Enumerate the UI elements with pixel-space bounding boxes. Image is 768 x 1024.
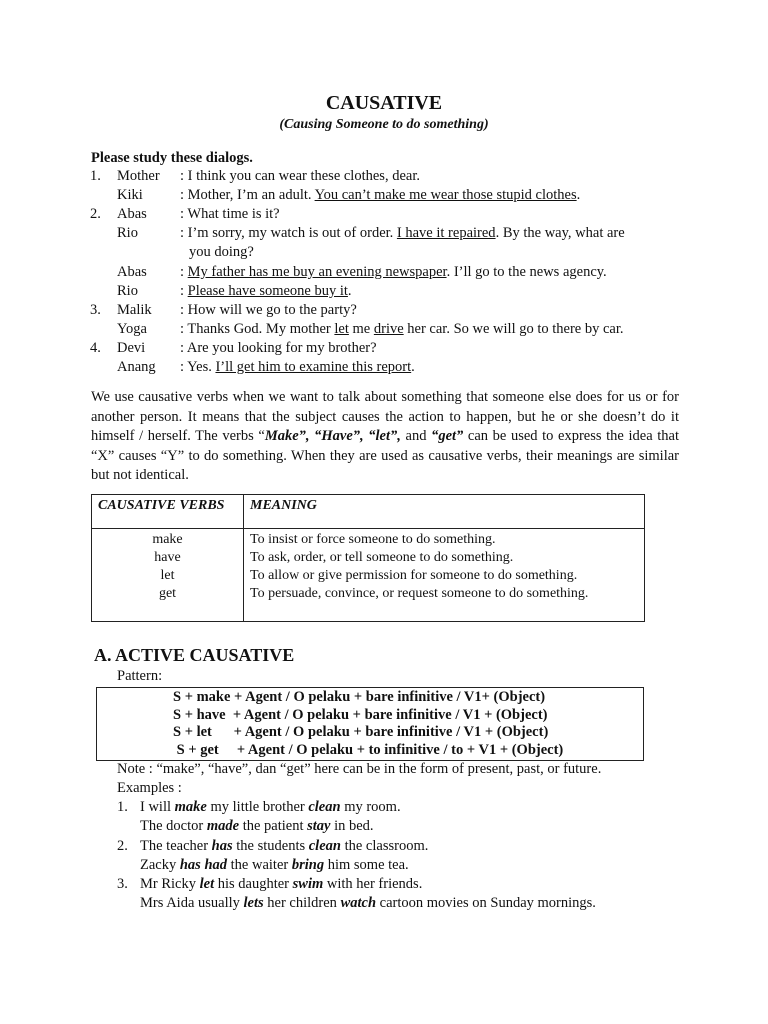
dialog-heading: Please study these dialogs.	[91, 150, 253, 166]
meaning: To persuade, convince, or request someone to do something.	[250, 586, 589, 601]
dialog-text: : Please have someone buy it.	[180, 283, 352, 299]
dialog-speaker: Anang	[117, 359, 156, 375]
dialog-speaker: Kiki	[117, 187, 143, 203]
meaning: To allow or give permission for someone to do something.	[250, 568, 578, 583]
note-text: Note : “make”, “have”, dan “get” here can be in the form of present, past, or future.	[117, 761, 602, 777]
dialog-speaker: Devi	[117, 340, 146, 356]
example-number: 2.	[117, 838, 128, 854]
causative-phrase: You can’t make me wear those stupid clothes	[314, 187, 577, 203]
table-header-row	[92, 495, 645, 529]
verb-highlight: “get”	[431, 428, 464, 445]
dialog-text: : Mother, I’m an adult. You can’t make me wear those stupid clothes.	[180, 187, 581, 203]
dialog-speaker: Abas	[117, 206, 147, 222]
dialog-speaker: Abas	[117, 264, 147, 280]
dialog-text: you doing?	[189, 244, 254, 260]
causative-phrase: Please have someone buy it	[187, 283, 348, 299]
causative-word: let	[334, 321, 349, 337]
causative-phrase: I’ll get him to examine this report	[215, 359, 412, 375]
meaning: To ask, order, or tell someone to do something.	[250, 550, 514, 565]
causative-phrase: I have it repaired	[396, 225, 496, 241]
causative-word: drive	[373, 321, 404, 337]
dialog-speaker: Malik	[117, 302, 152, 318]
example-sentence: The teacher has the students clean the classroom.	[140, 838, 429, 854]
example-number: 3.	[117, 876, 128, 892]
dialog-speaker: Rio	[117, 225, 138, 241]
verbs-cell	[92, 529, 244, 622]
dialog-number: 2.	[90, 206, 101, 222]
example-sentence: Mr Ricky let his daughter swim with her friends.	[140, 876, 423, 892]
dialog-text: : I think you can wear these clothes, dear.	[180, 168, 420, 184]
verb: have	[154, 550, 181, 565]
explanation-paragraph: We use causative verbs when we want to talk about something that someone else does for us or for another person. It means that the subject causes the action to happen, but he or she doesn’t do it himself / herself. The verbs “Make”, “Have”, “let”, and “get” can be used to express the idea that “X” causes “Y” to do something. When they are used as causative verbs, their meanings are similar but not identical.	[91, 389, 679, 484]
dialog-text: : I’m sorry, my watch is out of order. I have it repaired. By the way, what are	[180, 225, 625, 241]
example-number: 1.	[117, 799, 128, 815]
dialog-speaker: Rio	[117, 283, 138, 299]
pattern-line: S + let + Agent / O pelaku + bare infinitive / V1 + (Object)	[173, 724, 549, 740]
pattern-line: S + have + Agent / O pelaku + bare infinitive / V1 + (Object)	[173, 707, 548, 723]
causative-phrase: My father has me buy an evening newspaper	[187, 264, 447, 280]
dialog-speaker: Yoga	[117, 321, 147, 337]
dialog-number: 4.	[90, 340, 101, 356]
dialog-speaker: Mother	[117, 168, 160, 184]
page-subtitle: (Causing Someone to do something)	[279, 117, 489, 132]
dialog-number: 3.	[90, 302, 101, 318]
table-row	[92, 529, 645, 622]
table-header: MEANING	[244, 495, 645, 529]
causative-verbs-table	[91, 494, 645, 622]
dialog-text: : How will we go to the party?	[180, 302, 357, 318]
verb: let	[160, 568, 175, 583]
verb: get	[158, 586, 177, 601]
pattern-line: S + make + Agent / O pelaku + bare infinitive / V1+ (Object)	[173, 689, 546, 705]
dialog-text: : My father has me buy an evening newspaper. I’ll go to the news agency.	[180, 264, 607, 280]
example-sentence: Zacky has had the waiter bring him some tea.	[140, 857, 409, 873]
dialog-text: : Yes. I’ll get him to examine this report.	[180, 359, 415, 375]
pattern-line: S + get + Agent / O pelaku + to infinitive / to + V1 + (Object)	[173, 742, 564, 758]
page-title: CAUSATIVE	[325, 92, 443, 114]
dialog-number: 1.	[90, 168, 101, 184]
example-sentence: I will make my little brother clean my room.	[140, 799, 401, 815]
verb: make	[152, 532, 183, 547]
table-header: CAUSATIVE VERBS	[92, 495, 244, 529]
pattern-label: Pattern:	[117, 668, 163, 684]
example-sentence: The doctor made the patient stay in bed.	[140, 818, 374, 834]
meaning: To insist or force someone to do something.	[250, 532, 496, 547]
dialog-text: : Thanks God. My mother let me drive her car. So we will go to there by car.	[180, 321, 624, 337]
dialog-text: : Are you looking for my brother?	[180, 340, 377, 356]
verb-highlight: Make”, “Have”, “let”,	[264, 428, 401, 445]
example-sentence: Mrs Aida usually lets her children watch cartoon movies on Sunday mornings.	[140, 895, 596, 911]
meanings-cell	[244, 529, 645, 622]
dialog-text: : What time is it?	[180, 206, 280, 222]
section-heading: A. ACTIVE CAUSATIVE	[94, 645, 295, 665]
examples-label: Examples :	[117, 780, 182, 796]
